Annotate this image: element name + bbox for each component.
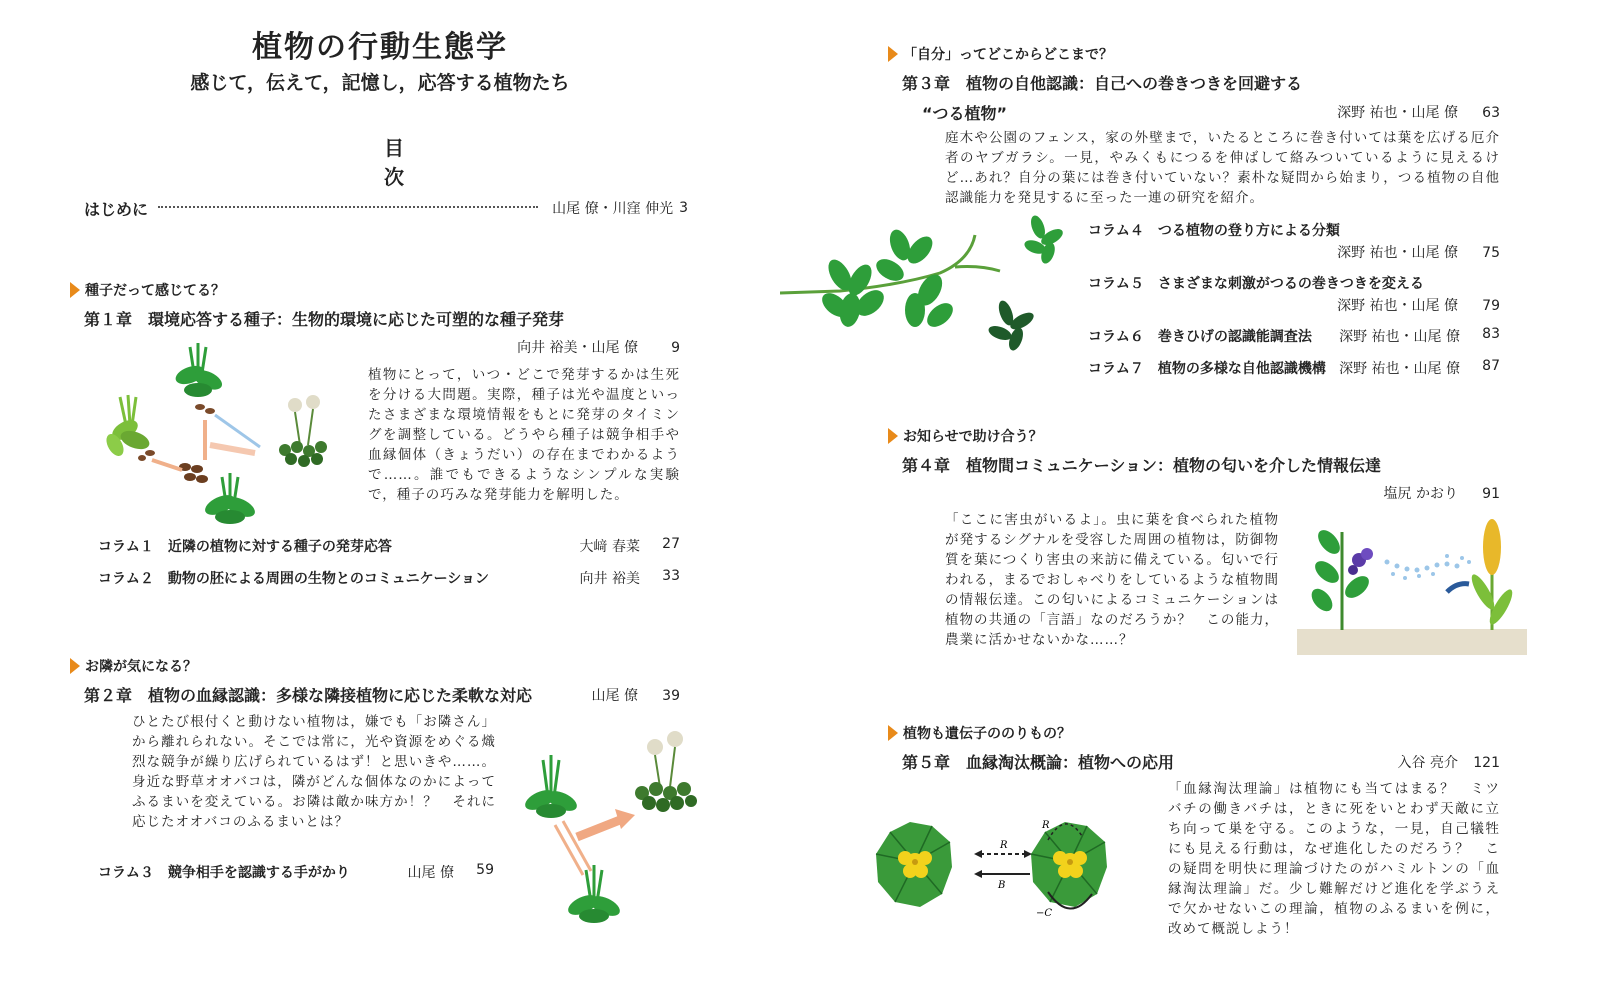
book-subtitle: 感じて，伝えて，記憶し，応答する植物たち	[190, 72, 570, 94]
triangle-marker-icon	[888, 428, 898, 444]
column-title: コラム７ 植物の多様な自他認識機構	[1088, 361, 1326, 377]
page-number: 79	[1482, 298, 1500, 314]
seed-germination-illustration	[90, 335, 350, 535]
chapter-2-title[interactable]: 第２章 植物の血縁認識：多様な隣接植物に応じた柔軟な対応	[84, 686, 533, 705]
chapter-3-title[interactable]: 第３章 植物の自他認識：自己への巻きつきを回避する	[902, 74, 1303, 93]
vine-plant-illustration	[780, 215, 1070, 365]
leader-dots	[158, 206, 538, 208]
column-4-authors	[1240, 242, 1500, 262]
plant-communication-illustration	[1297, 512, 1532, 632]
chapter-2-summary: ひとたび根付くと動けない植物は，嫌でも「お隣さん」から離れられない。そこでは常に，光や資源をめぐる熾烈な競争が繰り広げられているはず！と思いきや……。身近な野草オオバコは，隣がどんな個体なのかによってふるまいを変えている。お隣は敵か味方か！？ それに応じたオオバコのふるまいとは？	[132, 714, 496, 830]
authors-text: 深野 祐也・山尾 僚	[1337, 105, 1458, 121]
authors-text: 入谷 亮介	[1397, 755, 1458, 771]
c-label: −C	[1036, 908, 1053, 919]
section-heading-text: 「自分」ってどこからどこまで？	[903, 47, 1113, 63]
column-6-entry[interactable]	[1088, 326, 1500, 346]
page-number: 83	[1482, 326, 1500, 342]
ground-strip	[1297, 629, 1527, 655]
section-heading-2	[70, 656, 197, 676]
intro-entry[interactable]	[84, 196, 688, 220]
plantain-plant-icon	[522, 755, 580, 818]
chapter-4-title[interactable]: 第４章 植物間コミュニケーション：植物の匂いを介した情報伝達	[902, 456, 1382, 475]
page-number: 75	[1482, 245, 1500, 261]
chapter-5-authors	[1340, 752, 1500, 772]
chapter-5-title[interactable]: 第５章 血縁淘汰概論：植物への応用	[902, 753, 1175, 772]
chapter-3-title-cont: “つる植物”	[922, 104, 1008, 123]
page-number: 59	[476, 862, 494, 878]
r-label: R	[1042, 820, 1050, 831]
section-heading-text: お隣が気になる？	[85, 659, 197, 675]
column-4-entry[interactable]	[1088, 220, 1500, 240]
authors-text: 深野 祐也・山尾 僚	[1337, 245, 1458, 261]
intro-authors: 山尾 僚・川窪 伸光	[552, 201, 674, 217]
column-authors: 大﨑 春菜	[579, 539, 640, 555]
authors-text: 塩尻 かおり	[1383, 486, 1458, 502]
cucumber-plant-icon	[876, 822, 952, 907]
chapter-1-summary: 植物にとって，いつ・どこで発芽するかは生死を分ける大問題。実際，種子は光や温度といったさまざまな環境情報をもとに発芽のタイミングを調整している。どうやら種子は競争相手や血縁個体（きょうだい）の存在までわかるようで……。誰でもできるようなシンプルな実験で，種子の巧みな発芽能力を解明した。	[368, 367, 680, 503]
authors-text: 深野 祐也・山尾 僚	[1337, 298, 1458, 314]
column-authors: 向井 裕美	[579, 571, 640, 587]
section-heading-5	[888, 723, 1071, 743]
r-label: R	[1000, 840, 1008, 851]
section-heading-3	[888, 44, 1113, 64]
leaf-cluster-icon	[1023, 215, 1066, 265]
plantain-plant-icon	[103, 395, 152, 459]
kin-recognition-illustration	[515, 725, 715, 930]
triangle-marker-icon	[70, 658, 80, 674]
section-heading-text: お知らせで助け合う？	[903, 429, 1043, 445]
column-title: コラム６ 巻きひげの認識能調査法	[1088, 329, 1312, 345]
column-title: コラム５ さまざまな刺激がつるの巻きつきを変える	[1088, 276, 1424, 292]
column-authors: 山尾 僚	[407, 865, 454, 881]
authors-text: 山尾 僚	[591, 688, 638, 704]
toc-heading: 目 次	[384, 136, 432, 189]
leaf-cluster-icon	[987, 299, 1037, 353]
plantain-plant-icon	[202, 473, 258, 524]
column-title: コラム３ 競争相手を認識する手がかり	[98, 865, 350, 881]
corn-plant-icon	[1468, 519, 1516, 630]
page-number: 9	[671, 340, 680, 356]
triangle-marker-icon	[888, 725, 898, 741]
chapter-1-title[interactable]: 第１章 環境応答する種子：生物的環境に応じた可塑的な種子発芽	[84, 310, 565, 329]
arrow-icon	[974, 850, 1032, 878]
authors-text: 向井 裕美・山尾 僚	[517, 340, 638, 356]
kin-selection-diagram	[870, 812, 1150, 922]
column-title: コラム１ 近隣の植物に対する種子の発芽応答	[98, 539, 392, 555]
intro-label: はじめに	[84, 199, 149, 219]
column-7-entry[interactable]	[1088, 358, 1500, 378]
page-number: 87	[1482, 358, 1500, 374]
b-label: B	[998, 880, 1006, 891]
column-title: コラム２ 動物の胚による周囲の生物とのコミュニケーション	[98, 571, 490, 587]
column-3-entry[interactable]	[98, 862, 494, 882]
column-5-entry[interactable]	[1088, 273, 1500, 293]
column-authors: 深野 祐也・山尾 僚	[1339, 361, 1460, 377]
column-5-authors	[1240, 295, 1500, 315]
chapter-1-authors	[400, 337, 680, 357]
column-1-entry[interactable]	[98, 536, 680, 556]
chapter-4-authors	[1300, 483, 1500, 503]
chapter-3-summary: 庭木や公園のフェンス，家の外壁まで，いたるところに巻き付いては葉を広げる厄介者のヤブガラシ。一見，やみくもにつるを伸ばして絡みついているように見えるけど…あれ？自分の葉には巻き付いていない？素朴な疑問から始まり，つる植物の自他認識能力を発見するに至った一連の研究を紹介。	[945, 130, 1500, 206]
page-number: 27	[662, 536, 680, 552]
clover-flower-icon	[635, 731, 697, 812]
plant-with-flower-icon	[1308, 526, 1373, 630]
arrow-icon	[152, 415, 260, 470]
section-heading-1	[70, 280, 225, 300]
column-2-entry[interactable]	[98, 568, 680, 588]
cucumber-plant-icon	[1031, 822, 1107, 907]
page-number: 33	[662, 568, 680, 584]
column-title: コラム４ つる植物の登り方による分類	[1088, 223, 1340, 239]
section-heading-text: 植物も遺伝子ののりもの？	[903, 726, 1071, 742]
plantain-plant-icon	[565, 865, 623, 923]
section-heading-4	[888, 426, 1043, 446]
page-number: 63	[1482, 105, 1500, 121]
scent-dots-icon	[1385, 554, 1472, 580]
chapter-5-summary: 「血縁淘汰理論」は植物にも当てはまる？ ミツバチの働きバチは，ときに死をいとわず天敵に立ち向って巣を守る。このような，一見，自己犠牲にも見える行動は，なぜ進化したのだろう？ この疑問を明快に理論づけたのがハミルトンの「血縁淘汰理論」だ。少し難解だけど進化を学ぶうえで欠かせないこの理論，植物のふるまいを例に，改めて概説しよう！	[1168, 781, 1500, 937]
chapter-2-authors	[560, 685, 680, 705]
triangle-marker-icon	[888, 46, 898, 62]
clover-flower-icon	[279, 395, 327, 467]
section-heading-text: 種子だって感じてる？	[85, 283, 225, 299]
chapter-3-authors	[1240, 102, 1500, 122]
intro-page: 3	[679, 200, 688, 216]
plantain-plant-icon	[173, 343, 225, 397]
triangle-marker-icon	[70, 282, 80, 298]
page-number: 121	[1473, 755, 1500, 771]
page-number: 39	[662, 688, 680, 704]
insect-icon	[1447, 584, 1469, 592]
column-authors: 深野 祐也・山尾 僚	[1339, 329, 1460, 345]
book-title: 植物の行動生態学	[252, 30, 508, 65]
chapter-4-summary: 「ここに害虫がいるよ」。虫に葉を食べられた植物が発するシグナルを受容した周囲の植物は，防御物質を葉につくり害虫の来訪に備えている。匂いで行われる，まるでおしゃべりをしているような植物間の情報伝達。この匂いによるコミュニケーションは植物の共通の「言語」なのだろうか？ この能力，農業に活かせないかな……？	[945, 512, 1279, 648]
page-number: 91	[1482, 486, 1500, 502]
